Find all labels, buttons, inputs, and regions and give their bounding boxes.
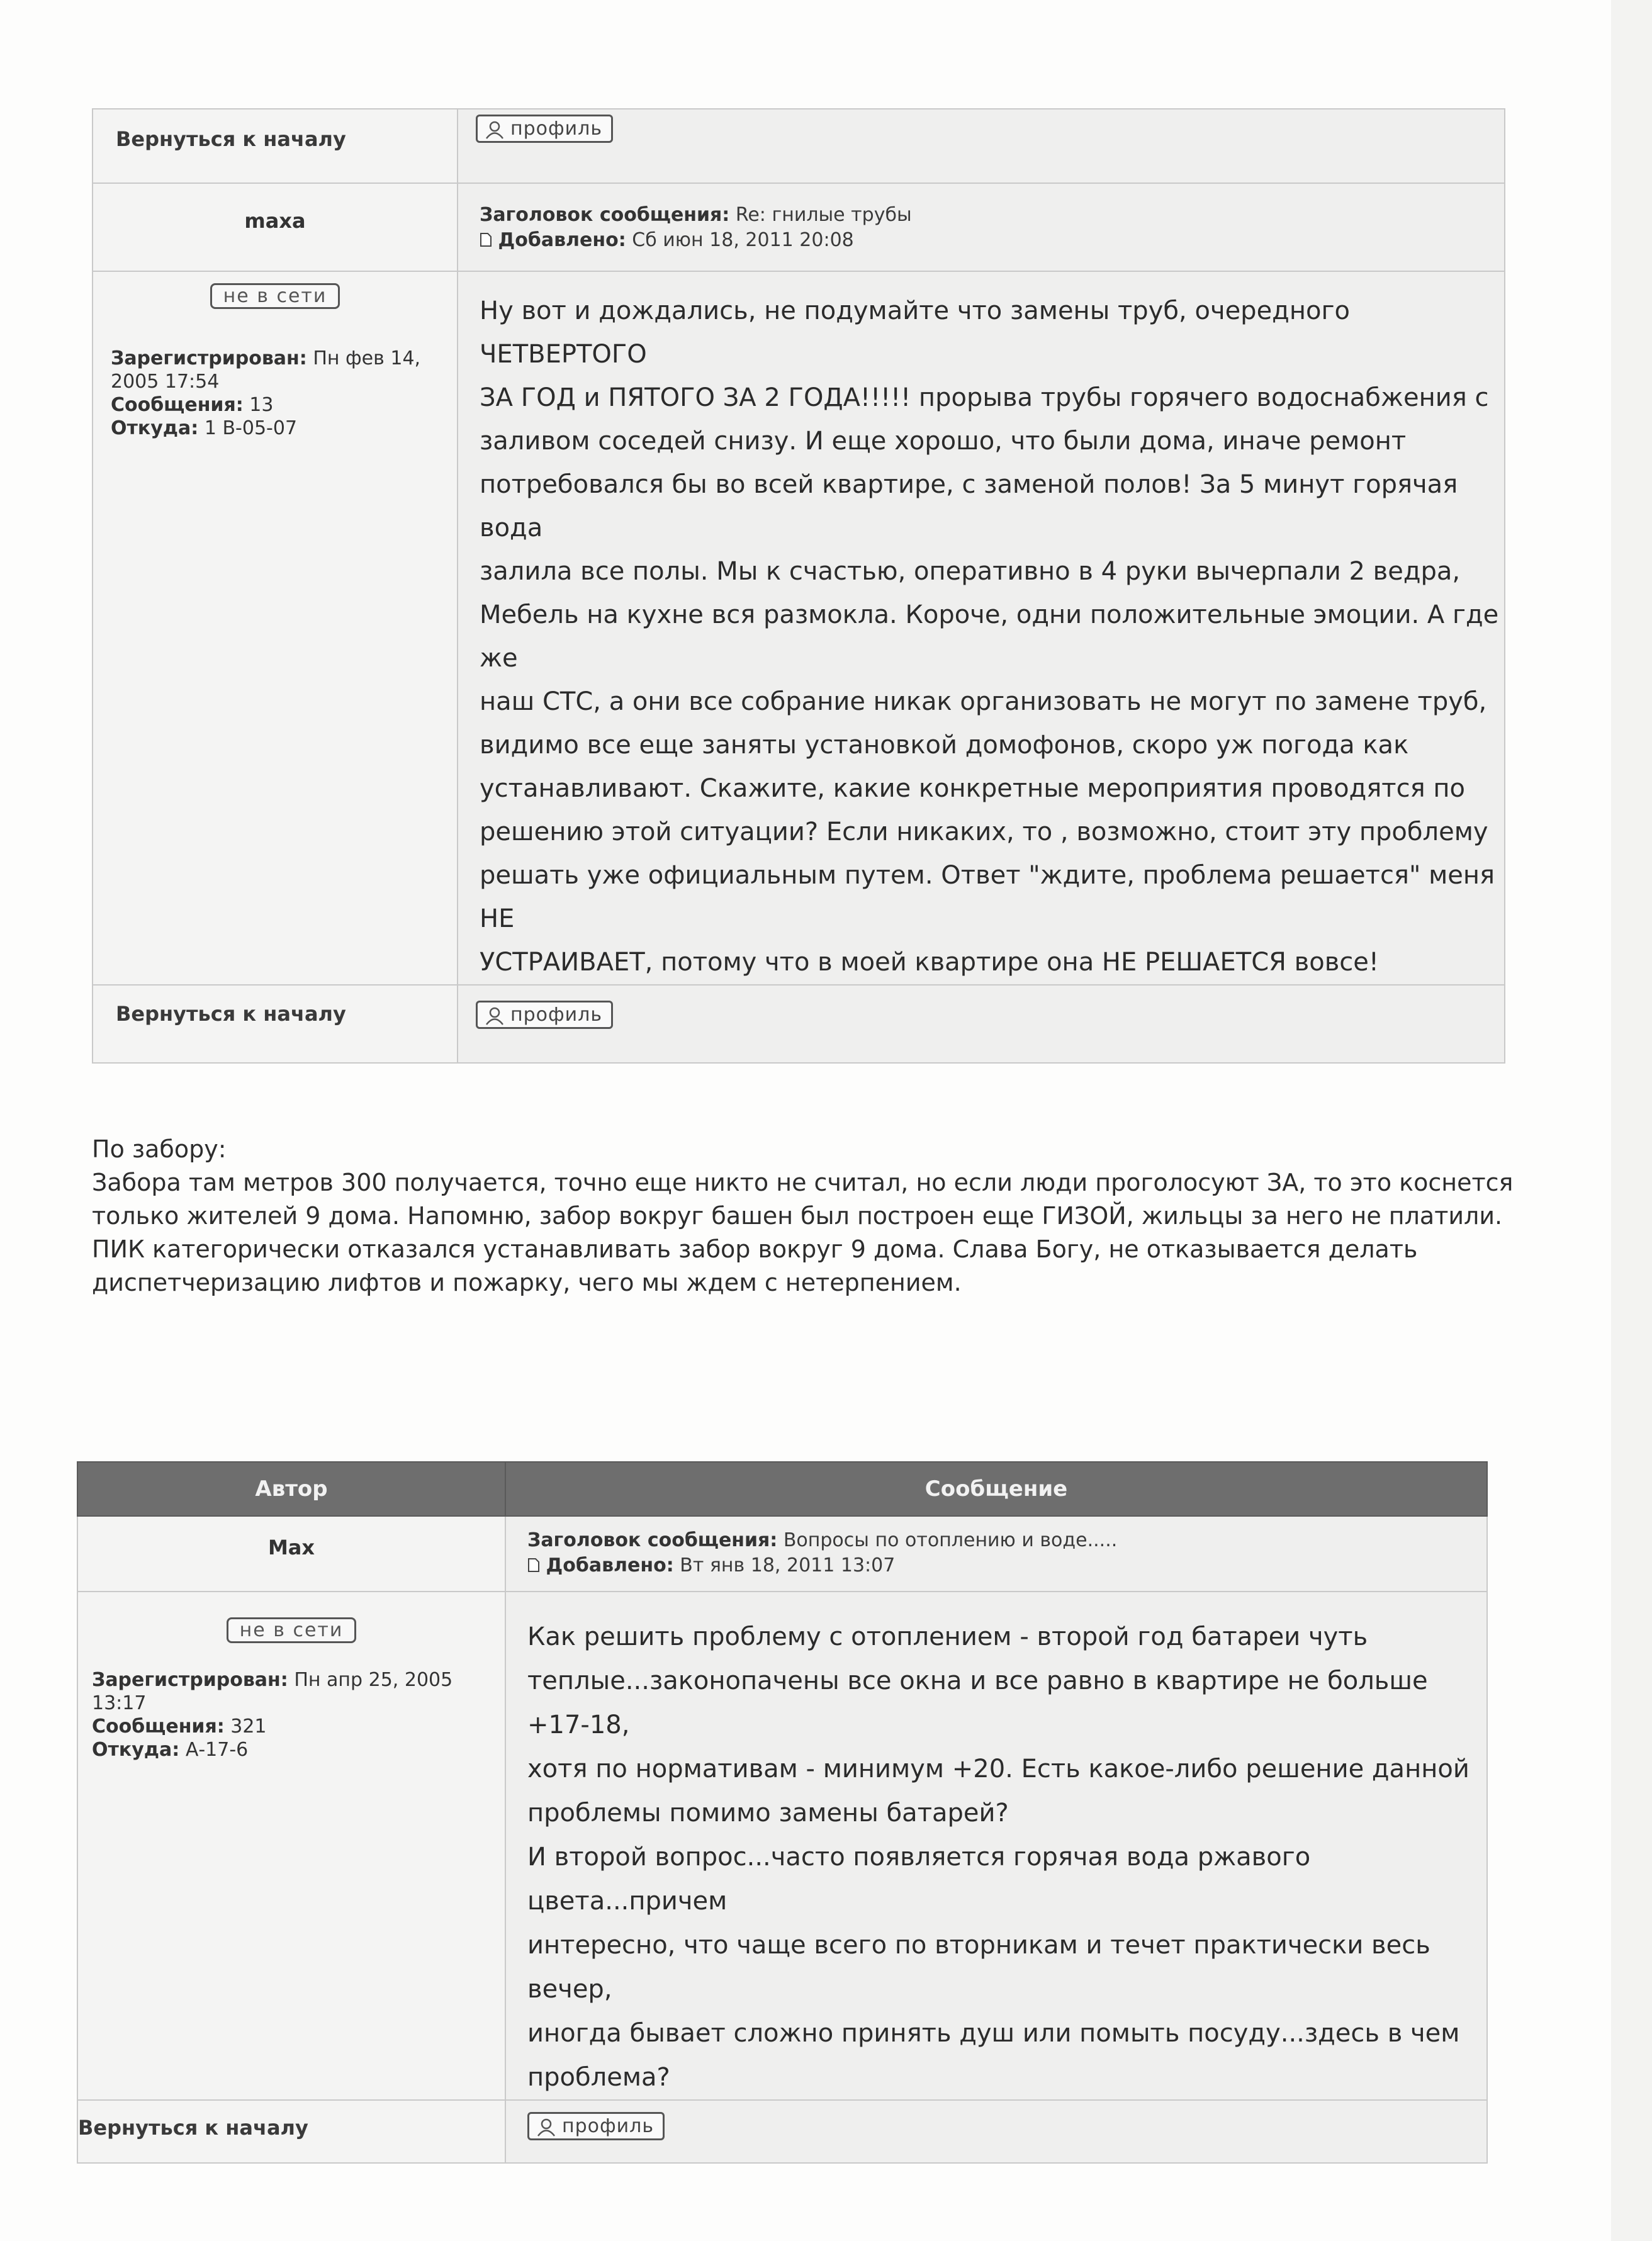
post-body-line: решать уже официальным путем. Ответ "ждите, проблема решается" меня НЕ [480,861,1495,933]
post-2-table [77,1461,1488,2164]
author-name[interactable]: Max [267,1536,315,1559]
from-value: А-17-6 [185,1739,249,1761]
note-line: Забора там метров 300 получается, точно еще никто не считал, но если люди проголосуют ЗА, то это коснется [92,1169,1514,1196]
registered-value: Пн фев 14, [313,347,421,369]
post-body [480,289,1504,984]
post-body-line: заливом соседей снизу. И еще хорошо, что были дома, иначе ремонт [480,427,1407,456]
subject-label: Заголовок сообщения: [480,204,730,226]
post-1-bottom-right [458,985,1505,1063]
post-2-header-cell [505,1516,1487,1592]
from-value: 1 В-05-07 [204,417,298,439]
subject-line [480,203,1504,228]
profile-button[interactable] [527,2112,665,2140]
post-body-line: проблемы помимо замены батарей? [527,1799,1009,1828]
post-1-header-cell [458,183,1505,271]
profile-button[interactable] [476,1001,613,1029]
post-icon [527,1558,540,1573]
post-1-top-left [93,109,458,183]
post-body-line: Мебель на кухне вся размокла. Короче, одни положительные эмоции. А где же [480,600,1499,673]
post-2-profile-cell [77,1592,505,2100]
registered-value-2: 2005 17:54 [111,371,220,393]
subject-label: Заголовок сообщения: [527,1529,778,1551]
back-to-top-link[interactable]: Вернуться к началу [116,1002,346,1026]
posted-label: Добавлено: [546,1554,674,1576]
fence-note [92,1133,1514,1300]
post-1-author-cell [93,183,458,271]
post-body-line: проблема? [527,2063,670,2092]
page-edge-shadow [1611,0,1652,2241]
user-icon [536,2118,557,2137]
messages-value: 321 [230,1716,267,1738]
message-column-header: Сообщение [505,1462,1487,1516]
post-icon [480,232,492,247]
registered-label: Зарегистрирован: [92,1669,288,1691]
post-body-line: ЗА ГОД и ПЯТОГО ЗА 2 ГОДА!!!!! прорыва трубы горячего водоснабжения с [480,383,1489,412]
profile-info [92,1668,505,1761]
subject-line [527,1528,1486,1553]
registered-label: Зарегистрирован: [111,347,307,369]
post-1-top-right [458,109,1505,183]
from-label: Откуда: [92,1739,180,1761]
post-body-line: наш СТС, а они все собрание никак организовать не могут по замене труб, [480,687,1487,716]
profile-button-label: профиль [510,118,603,140]
post-1-table [92,108,1505,1064]
post-body-line: залила все полы. Мы к счастью, оперативно в 4 руки вычерпали 2 ведра, [480,557,1461,586]
note-line: диспетчеризацию лифтов и пожарку, чего мы ждем с нетерпением. [92,1269,962,1296]
post-2-bottom-right [505,2100,1487,2163]
post-body-line: хотя по нормативам - минимум +20. Есть какое-либо решение данной [527,1755,1469,1783]
posted-line [480,228,1504,253]
profile-button[interactable] [476,115,613,143]
offline-status-badge: не в сети [210,283,340,309]
registered-value: Пн апр 25, 2005 [294,1669,453,1691]
subject-value: Вопросы по отоплению и воде..... [783,1529,1118,1551]
back-to-top-link[interactable]: Вернуться к началу [78,2116,308,2140]
profile-button-label: профиль [510,1004,603,1026]
post-2-author-cell [77,1516,505,1592]
messages-value: 13 [249,394,274,416]
note-line: По забору: [92,1135,227,1163]
messages-label: Сообщения: [92,1716,225,1738]
post-1-body-cell [458,271,1505,985]
back-to-top-link[interactable]: Вернуться к началу [116,127,346,151]
post-body-line: Как решить проблему с отоплением - второй год батареи чуть [527,1622,1368,1651]
post-2-body-cell [505,1592,1487,2100]
post-2-bottom-left [77,2100,505,2163]
post-1-profile-cell [93,271,458,985]
post-body-line: устанавливают. Скажите, какие конкретные мероприятия проводятся по [480,774,1465,803]
post-body-line: потребовался бы во всей квартире, с заменой полов! За 5 минут горячая вода [480,470,1458,542]
messages-label: Сообщения: [111,394,244,416]
post-body-line: Ну вот и дождались, не подумайте что замены труб, очередного ЧЕТВЕРТОГО [480,296,1350,369]
offline-status-badge: не в сети [227,1617,357,1643]
user-icon [484,1006,505,1025]
post-body-line: иногда бывает сложно принять душ или помыть посуду...здесь в чем [527,2019,1460,2048]
post-body [527,1615,1486,2099]
post-body-line: И второй вопрос...часто появляется горячая вода ржавого цвета...причем [527,1843,1311,1916]
user-icon [484,120,505,139]
registered-value-2: 13:17 [92,1692,147,1714]
posted-line [527,1553,1486,1578]
post-body-line: видимо все еще заняты установкой домофонов, скоро уж погода как [480,731,1409,760]
post-body-line: УСТРАИВАЕТ, потому что в моей квартире она НЕ РЕШАЕТСЯ вовсе! [480,948,1379,977]
posted-value: Вт янв 18, 2011 13:07 [680,1554,896,1576]
note-line: только жителей 9 дома. Напомню, забор вокруг башен был построен еще ГИЗОЙ, жильцы за него не платили. [92,1202,1503,1230]
note-line: ПИК категорически отказался устанавливать забор вокруг 9 дома. Слава Богу, не отказывается делать [92,1235,1418,1263]
from-label: Откуда: [111,417,199,439]
post-body-line: решению этой ситуации? Если никаких, то , возможно, стоит эту проблему [480,817,1488,846]
author-column-header: Автор [77,1462,505,1516]
subject-value: Re: гнилые трубы [735,204,912,226]
post-body-line: теплые...законопачены все окна и все равно в квартире не больше +17-18, [527,1666,1428,1739]
author-name[interactable]: maxa [244,209,306,233]
profile-info [111,347,457,440]
post-1-bottom-left [93,985,458,1063]
post-body-line: интересно, что чаще всего по вторникам и течет практически весь вечер, [527,1931,1430,2004]
posted-label: Добавлено: [498,229,626,251]
posted-value: Сб июн 18, 2011 20:08 [632,229,854,251]
profile-button-label: профиль [562,2115,655,2137]
